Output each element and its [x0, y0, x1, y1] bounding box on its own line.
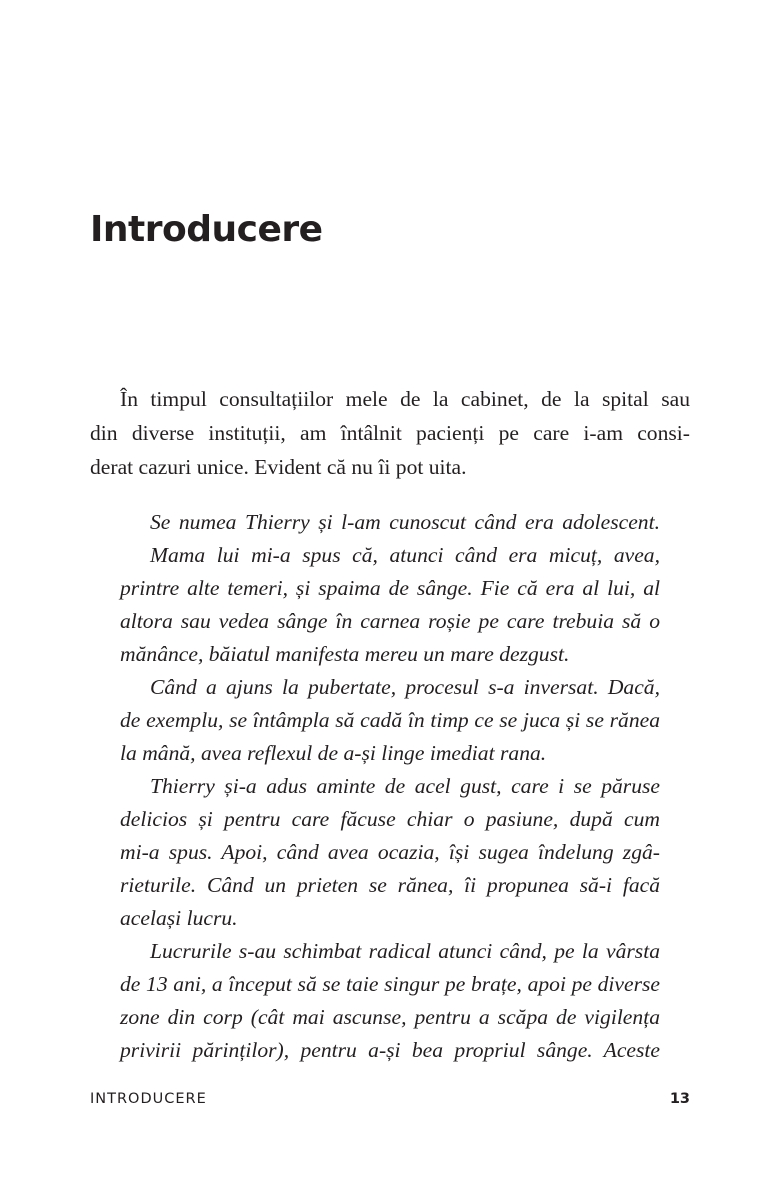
- text-line: derat cazuri unice. Evident că nu îi pot uita.: [90, 455, 467, 479]
- case-story: [120, 506, 660, 1067]
- text-line: Se numea Thierry și l-am cunoscut când era adolescent.: [150, 510, 660, 534]
- text-line: privirii părinților), pentru a-și bea propriul sânge. Aceste: [120, 1038, 660, 1062]
- text-line: delicios și pentru care făcuse chiar o pasiune, după cum: [120, 807, 660, 831]
- text-line: zone din corp (cât mai ascunse, pentru a scăpa de vigilența: [120, 1005, 660, 1029]
- text-line: În timpul consultațiilor mele de la cabinet, de la spital sau: [120, 387, 690, 411]
- text-line: Lucrurile s-au schimbat radical atunci când, pe la vârsta: [150, 939, 660, 963]
- text-line: de exemplu, se întâmpla să cadă în timp ce se juca și se rănea: [120, 708, 660, 732]
- intro-paragraph: [90, 382, 690, 484]
- text-line: printre alte temeri, și spaima de sânge. Fie că era al lui, al: [120, 576, 660, 600]
- running-head: INTRODUCERE: [90, 1091, 207, 1107]
- text-line: același lucru.: [120, 906, 238, 930]
- chapter-title: Introducere: [90, 209, 323, 250]
- text-line: mi-a spus. Apoi, când avea ocazia, își sugea îndelung zgâ-: [120, 840, 660, 864]
- page-number: 13: [669, 1091, 690, 1107]
- text-line: altora sau vedea sânge în carnea roșie pe care trebuia să o: [120, 609, 660, 633]
- text-line: Mama lui mi-a spus că, atunci când era micuț, avea,: [150, 543, 660, 567]
- text-line: mănânce, băiatul manifesta mereu un mare dezgust.: [120, 642, 570, 666]
- text-line: Când a ajuns la pubertate, procesul s-a inversat. Dacă,: [150, 675, 660, 699]
- text-line: la mână, avea reflexul de a-și linge imediat rana.: [120, 741, 547, 765]
- text-line: de 13 ani, a început să se taie singur pe brațe, apoi pe diverse: [120, 972, 660, 996]
- text-line: Thierry și-a adus aminte de acel gust, care i se păruse: [150, 774, 660, 798]
- text-line: din diverse instituții, am întâlnit pacienți pe care i-am consi-: [90, 421, 690, 445]
- text-line: rieturile. Când un prieten se rănea, îi propunea să-i facă: [120, 873, 660, 897]
